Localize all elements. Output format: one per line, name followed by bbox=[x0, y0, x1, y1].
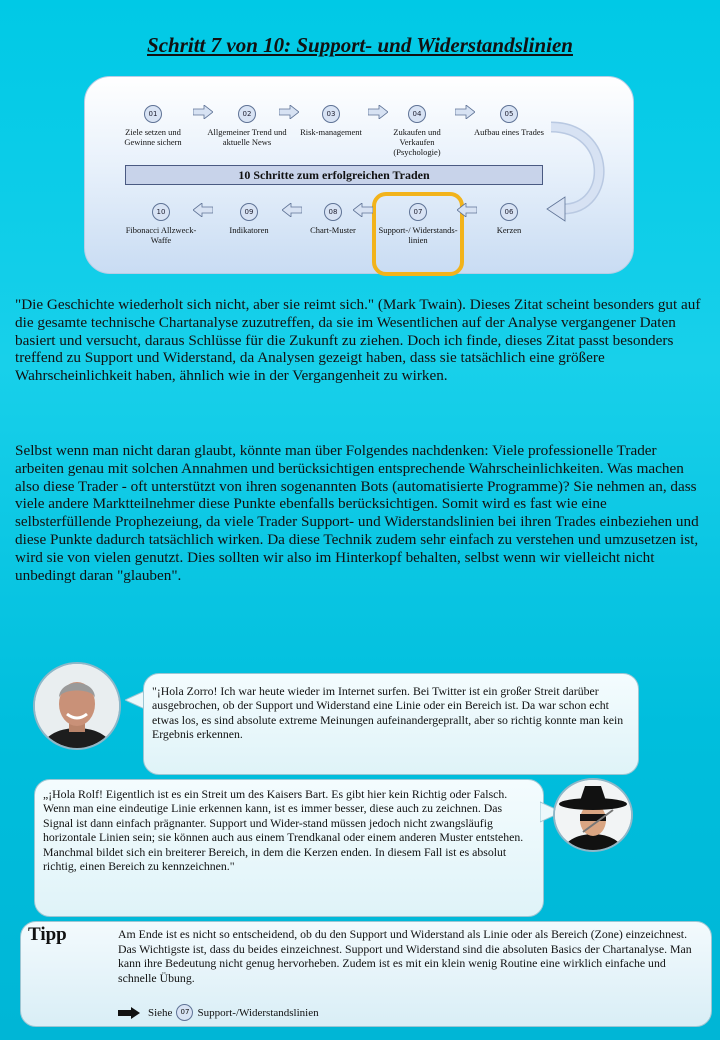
step-02 bbox=[207, 105, 287, 147]
step-04 bbox=[377, 105, 457, 157]
steps-diagram bbox=[84, 76, 634, 274]
step-07 bbox=[378, 203, 458, 245]
step-label: Risk-management bbox=[300, 127, 362, 137]
step-label: Aufbau eines Trades bbox=[474, 127, 544, 137]
step-number: 01 bbox=[144, 105, 162, 123]
step-number: 03 bbox=[322, 105, 340, 123]
zorro-portrait-icon bbox=[555, 780, 631, 850]
see-label: Siehe bbox=[148, 1006, 173, 1019]
step-08 bbox=[293, 203, 373, 235]
rolf-speech-bubble bbox=[143, 673, 639, 775]
step-label: Allgemeiner Trend und aktuelle News bbox=[207, 127, 287, 147]
step-label: Kerzen bbox=[496, 225, 522, 235]
step-01 bbox=[113, 105, 193, 147]
step-label: Support-/ Widerstands-linien bbox=[378, 225, 458, 245]
rolf-message: "¡Hola Zorro! Ich war heute wieder im Internet surfen. Bei Twitter ist ein großer Streit darüber ausgebrochen, ob der Support und Widerstand eine Linie oder ein Bereich ist. Da war schon echt etwas los, es sind absolute extreme Meinungen aufeinandergeprallt, aber so richtig konnte man kein Ergebnis erkennen. bbox=[152, 684, 624, 742]
step-number: 07 bbox=[409, 203, 427, 221]
step-number: 05 bbox=[500, 105, 518, 123]
zorro-message: „¡Hola Rolf! Eigentlich ist es ein Streit um des Kaisers Bart. Es gibt hier kein Richtig oder Falsch. Wenn man eine eindeutige Linie erkennen kann, ist es immer besser, diese auch zu zeichnen. Das Signal ist dann einfach prägnanter. Support und Wider-stand müssen jedoch nicht zwangsläufig horizontale Linien sein; sie können auch aus einem Trendkanal oder einem anderen Muster entstehen. Manchmal bildet sich ein breiterer Bereich, in dem die Kerzen enden. In diesem Fall ist es absolut richtig, einen Bereich zu kennzeichnen." bbox=[43, 787, 524, 874]
step-09 bbox=[209, 203, 289, 235]
page-title: Schritt 7 von 10: Support- und Widerstandslinien bbox=[147, 33, 573, 57]
man-portrait-icon bbox=[35, 664, 119, 748]
zorro-speech-bubble bbox=[34, 779, 544, 917]
arrow-left-icon bbox=[457, 203, 477, 217]
zorro-avatar bbox=[553, 778, 633, 852]
arrow-right-icon bbox=[118, 1007, 140, 1019]
step-number: 06 bbox=[500, 203, 518, 221]
body-paragraph: Selbst wenn man nicht daran glaubt, könnte man über Folgendes nachdenken: Viele professionelle Trader arbeiten genau mit solchen Annahmen und berücksichtigen entsprechende Wahrscheinlichkeiten. Was machen also diese Trader - oft unterstützt von ihren sogenannten Bots (automatisierte Programme)? Sie nehmen an, dass viele andere Marktteilnehmer diese Punkte ebenfalls berücksichtigen. Somit wird es fast wie eine selbsterfüllende Prophezeiung, da viele Trader Support- und Widerstandslinien bei ihren Trades einbeziehen und diese Punkte dadurch tatsächlich wirken. Da diese Technik zudem sehr einfach zu verstehen und umzusetzen ist, wird sie von vielen genutzt. Dies sollten wir also im Hinterkopf behalten, selbst wenn wir vielleicht nicht unbedingt daran "glauben". bbox=[15, 442, 699, 584]
step-05 bbox=[469, 105, 549, 137]
see-target: Support-/Widerstandslinien bbox=[197, 1006, 319, 1019]
intro-paragraph: "Die Geschichte wiederholt sich nicht, aber sie reimt sich." (Mark Twain). Dieses Zitat scheint besonders gut auf die gesamte technische Chartanalyse zuzutreffen, da sie im Wesentlichen auf der Analyse vergangener Daten basiert und versucht, daraus Schlüsse für die Zukunft zu ziehen. Doch ich finde, dieses Zitat passt besonders treffend zu Support und Widerstand, da Analysen gezeigt haben, dass sie tatsächlich eine größere Wahrscheinlichkeit haben, ähnlich wie in der Vergangenheit zu wirken. bbox=[15, 296, 701, 385]
step-number: 10 bbox=[152, 203, 170, 221]
step-number: 07 bbox=[176, 1004, 193, 1021]
step-06 bbox=[469, 203, 549, 235]
step-10 bbox=[121, 203, 201, 245]
step-label: Fibonacci Allzweck-Waffe bbox=[125, 225, 197, 245]
diagram-banner: 10 Schritte zum erfolgreichen Traden bbox=[125, 165, 543, 185]
tip-heading: Tipp bbox=[28, 924, 67, 945]
step-03 bbox=[291, 105, 371, 137]
step-label: Zukaufen und Verkaufen (Psychologie) bbox=[393, 127, 441, 157]
step-number: 04 bbox=[408, 105, 426, 123]
step-label: Ziele setzen und Gewinne sichern bbox=[124, 127, 182, 147]
step-number: 02 bbox=[238, 105, 256, 123]
tip-text: Am Ende ist es nicht so entscheidend, ob du den Support und Widerstand als Linie oder als Bereich (Zone) einzeichnest. Das Wichtigste ist, dass du beides einzeichnest. Support und Widerstand sind die absoluten Basics der Chartanalyse. Man kann ihre Bedeutung nicht genug hervorheben. Zudem ist es mit ein klein wenig Routine eine wirklich einfache und schnelle Übung. bbox=[118, 927, 692, 985]
curved-arrow-icon bbox=[543, 117, 615, 227]
step-label: Indikatoren bbox=[229, 225, 269, 235]
step-label: Chart-Muster bbox=[310, 225, 356, 235]
rolf-avatar bbox=[33, 662, 121, 750]
see-reference[interactable] bbox=[118, 1004, 319, 1021]
step-number: 08 bbox=[324, 203, 342, 221]
step-number: 09 bbox=[240, 203, 258, 221]
